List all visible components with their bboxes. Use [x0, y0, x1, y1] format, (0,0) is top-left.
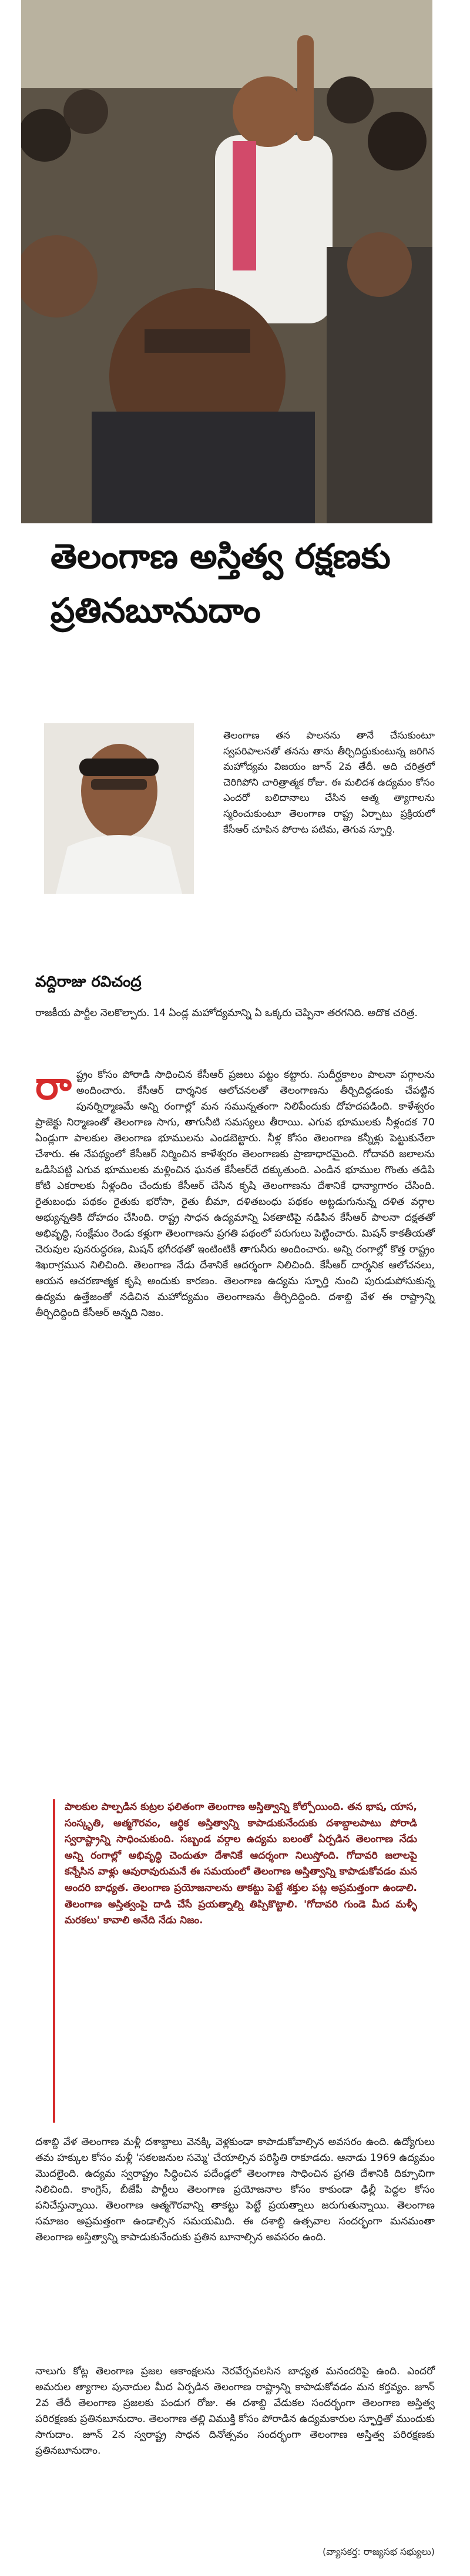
intro-tail-paragraph: రాజకీయ పార్టీల నెలకొల్పారు. 14 ఏండ్ల మహోద్యమాన్ని ఏ ఒక్కరు చెప్పినా తరగనిది. అదొక చరిత్ర. [35, 1007, 418, 1019]
author-portrait [44, 723, 194, 894]
body-section-1 [35, 1063, 435, 1321]
body-section-3 [35, 2364, 435, 2459]
author-name: వద్దిరాజు రవిచంద్ర [35, 973, 142, 991]
pull-quote [53, 1799, 417, 2123]
article-headline [21, 529, 432, 637]
headline-line-2: ప్రతినబూనుదాం [51, 590, 261, 630]
intro-column [223, 728, 435, 837]
body-paragraph-3: నాలుగు కోట్ల తెలంగాణ ప్రజల ఆకాంక్షలను నెరవేర్చవలసిన బాధ్యత మనందరిపై ఉంది. ఎందరో అమరుల త్యాగాల పునాదుల మీద ఏర్పడిన తెలంగాణ రాష్ట్రాన్ని కాపాడుకోవడం మన కర్తవ్యం. జూన్ 2వ తేదీ తెలంగాణ ప్రజలకు పండుగ రోజు. ఈ దశాబ్ది వేడుకల సందర్భంగా తెలంగాణ అస్తిత్వ పరిరక్షణకు ప్రతినబూనుదాం. తెలంగాణ తల్లి విముక్తి కోసం పోరాడిన ఉద్యమకారుల స్ఫూర్తితో ముందుకు సాగుదాం. జూన్ 2న స్వరాష్ట్ర సాధన దినోత్సవం సందర్భంగా తెలంగాణ అస్తిత్వ పరిరక్షణకు ప్రతినబూనుదాం. [35, 2365, 435, 2457]
rally-photo [21, 0, 432, 523]
intro-tail [35, 1005, 435, 1021]
author-credit: (వ్యాసకర్త: రాజ్యసభ సభ్యులు) [323, 2546, 435, 2557]
body-paragraph-2: దశాబ్ది వేళ తెలంగాణ మళ్లీ దశాబ్దాలు వెనక్కి వెళ్లకుండా కాపాడుకోవాల్సిన అవసరం ఉంది. ఉద్యోగులు తమ హక్కుల కోసం మళ్లీ 'సకలజనుల సమ్మె' చేయాల్సిన పరిస్థితి రాకూడదు. ఆనాడు 1969 ఉద్యమం మొదలైంది. ఉద్యమ స్వరాష్ట్రం సిద్ధించిన పదేండ్లలో తెలంగాణ సాధించిన ప్రగతి దేశానికి దిక్సూచిగా నిలిచింది. కాంగ్రెస్, బీజేపీ పార్టీలు తెలంగాణ ప్రయోజనాల కోసం కాకుండా ఢిల్లీ పెద్దల కోసం పనిచేస్తున్నాయి. తెలంగాణ ఆత్మగౌరవాన్ని తాకట్టు పెట్టే ప్రయత్నాలు జరుగుతున్నాయి. తెలంగాణ సమాజం అప్రమత్తంగా ఉండాల్సిన సమయమిది. ఈ దశాబ్ది ఉత్సవాల సందర్భంగా మనమంతా తెలంగాణ అస్తిత్వాన్ని కాపాడుకునేందుకు ప్రతిన బూనాల్సిన అవసరం ఉంది. [35, 2136, 435, 2243]
rally-photo-illustration [21, 0, 432, 523]
body-paragraph-1: ష్ట్రం కోసం పోరాడి సాధించిన కేసీఆర్ ప్రజలు పట్టం కట్టారు. సుదీర్ఘకాలం పాలనా పగ్గాలను అందించారు. కేసీఆర్ దార్శనిక ఆలోచనలతో తెలంగాణను తీర్చిదిద్దడంకు చేపట్టిన పునర్నిర్మాణమే అన్ని రంగాల్లో మన సమున్నతంగా నిలిపేందుకు దోహదపడింది. కాళేశ్వరం ప్రాజెక్టు నిర్మాణంతో తెలంగాణ సాగు, తాగునీటి సమస్యలు తీరాయి. ఎగువ భూములకు నీళ్లందక 70 ఏండ్లుగా పాలకుల తెలంగాణ భూములను ఎండబెట్టారు. నీళ్ల కోసం తెలంగాణ కన్నీళ్లు పెట్టుకునేలా చేశారు. ఈ నేపథ్యంలో కేసీఆర్ నిర్మించిన కాళేశ్వరం తెలంగాణకు ప్రాణాధారమైంది. గోదావరి జలాలను ఒడిసిపట్టి ఎగువ భూములకు మళ్లించిన ఘనత కేసీఆర్‌దే దక్కుతుంది. ఎండిన భూముల గొంతు తడిపి కోటి ఎకరాలకు నీళ్లందిం చేందుకు కేసీఆర్ చేసిన కృషి తెలంగాణను దేశానికే ధాన్యాగారం చేసింది. రైతుబంధు పథకం రైతుకు భరోసా, రైతు బీమా, దళితబంధు పథకం అట్టడుగునున్న దళిత వర్గాల అభ్యున్నతికి దోహదం చేసింది. రాష్ట్ర సాధన ఉద్యమాన్ని ఏకతాటిపై నడిపిన కేసీఆర్ పాలనా దక్షతతో అభివృద్ధి, సంక్షేమం రెండు కళ్లుగా తెలంగాణను ప్రగతి పథంలో పరుగులు పెట్టించారు. మిషన్ కాకతీయతో చెరువుల పునరుద్ధరణ, మిషన్ భగీరథతో ఇంటింటికీ తాగునీరు అందించారు. అన్ని రంగాల్లో కొత్త రాష్ట్రం శిఖరాగ్రమున నిలిచింది. తెలంగాణ నేడు దేశానికే ఆదర్శంగా నిలిచింది. కేసీఆర్ దార్శనిక ఆలోచనలు, ఆయన ఆచరణాత్మక కృషి అందుకు కారణం. తెలంగాణ ఉద్యమ స్ఫూర్తి నుంచి పురుడుపోసుకున్న ఉద్యమ ఉత్తేజంతో నడిచిన మహోద్యమం తెలంగాణను తీర్చిదిద్దింది. దశాబ్ది వేళ ఈ రాష్ట్రాన్ని తీర్చిదిద్దింది కేసీఆర్ అన్నది నిజం. [35, 1069, 435, 1319]
pull-quote-text: పాలకుల పాల్పడిన కుట్రల ఫలితంగా తెలంగాణ అస్తిత్వాన్ని కోల్పోయింది. తన భాష, యాస, సంస్కృతి, ఆత్మగౌరవం, ఆర్థిక అస్తిత్వాన్ని కాపాడుకునేందుకు దశాబ్దాలపాటు పోరాడి స్వరాష్ట్రాన్ని సాధించుకుంది. సబ్బండ వర్గాల ఉద్యమ బలంతో ఏర్పడిన తెలంగాణ నేడు అన్ని రంగాల్లో అభివృద్ధి చెందుతూ దేశానికే ఆదర్శంగా నిలుస్తోంది. గోదావరి జలాలపై కన్నేసిన వాళ్లు ఆవురావురుమనే ఈ సమయంలో తెలంగాణ అస్తిత్వాన్ని కాపాడుకోవడం మన అందరి బాధ్యత. తెలంగాణ ప్రయోజనాలను తాకట్టు పెట్టే శక్తుల పట్ల అప్రమత్తంగా ఉండాలి. తెలంగాణ అస్తిత్వంపై దాడి చేసే ప్రయత్నాల్ని తిప్పికొట్టాలి. 'గోదావరి గుండె మీద మళ్ళీ మరకలు' కావాలి అనేది నేడు నిజం. [65, 1801, 417, 1927]
headline-line-1: తెలంగాణ అస్తిత్వ రక్షణకు [51, 536, 391, 576]
intro-paragraph: తెలంగాణ తన పాలనను తానే చేసుకుంటూ స్వపరిపాలనతో తనను తాను తీర్చిదిద్దుకుంటున్న జరిగిన మహోద్యమ విజయం జూన్ 2వ తేదీ. అది చరిత్రలో చెరిగిపోని చారిత్రాత్మక రోజు. ఈ మలిదశ ఉద్యమం కోసం ఎందరో బలిదానాలు చేసిన ఆత్మ త్యాగాలను స్మరించుకుంటూ తెలంగాణ రాష్ట్ర ఏర్పాటు ప్రక్రియలో కేసీఆర్ చూపిన పోరాట పటిమ, తెగువ స్ఫూర్తి. [223, 730, 435, 835]
author-photo [44, 723, 194, 894]
body-section-2 [35, 2134, 435, 2246]
drop-cap: రా [35, 1063, 72, 1108]
